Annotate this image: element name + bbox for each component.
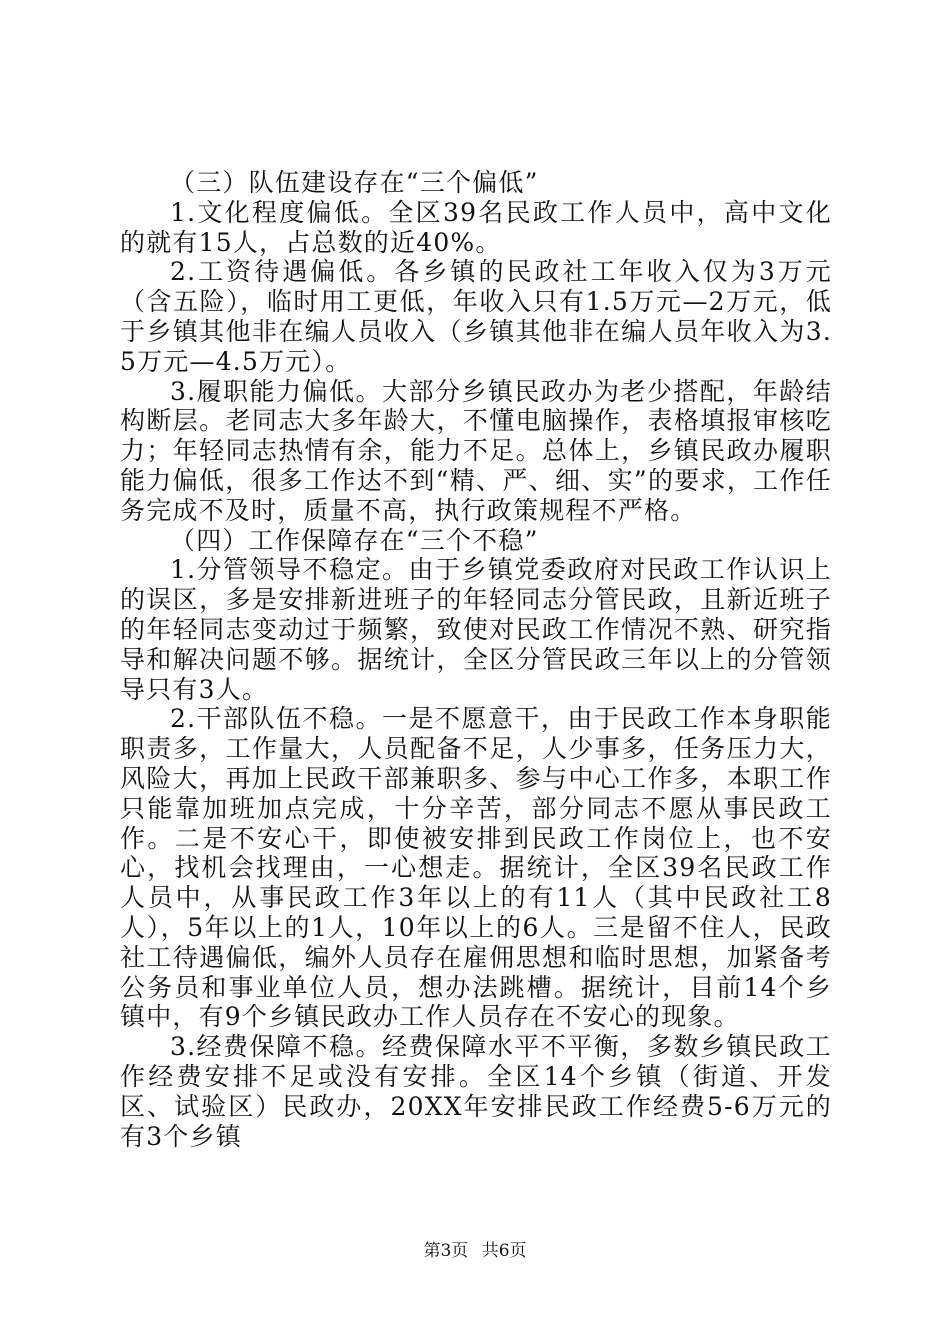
paragraph-education-level: 1.文化程度偏低。全区39名民政工作人员中，高中文化的就有15人，占总数的近40%。 xyxy=(120,197,832,257)
document-body xyxy=(120,168,832,1151)
paragraph-capability: 3.履职能力偏低。大部分乡镇民政办为老少搭配，年龄结构断层。老同志大多年龄大，不懂电脑操作，表格填报审核吃力；年轻同志热情有余，能力不足。总体上，乡镇民政办履职能力偏低，很多工作达不到“精、严、细、实”的要求，工作任务完成不及时，质量不高，执行政策规程不严格。 xyxy=(120,376,832,525)
paragraph-salary: 2.工资待遇偏低。各乡镇的民政社工年收入仅为3万元（含五险），临时用工更低，年收入只有1.5万元—2万元，低于乡镇其他非在编人员收入（乡镇其他非在编人员年收入为3.5万元—4.5万元）。 xyxy=(120,257,832,376)
section-heading-4: （四）工作保障存在“三个不稳” xyxy=(170,525,539,555)
section-heading-3: （三）队伍建设存在“三个偏低” xyxy=(170,168,539,197)
page-total: 共6页 xyxy=(481,1241,527,1261)
page-footer xyxy=(0,1241,950,1261)
page-number: 第3页 xyxy=(423,1241,469,1261)
paragraph-leadership: 1.分管领导不稳定。由于乡镇党委政府对民政工作认识上的误区，多是安排新进班子的年轻同志分管民政，且新近班子的年轻同志变动过于频繁，致使对民政工作情况不熟、研究指导和解决问题不够。据统计，全区分管民政三年以上的分管领导只有3人。 xyxy=(120,555,832,704)
paragraph-staff-stability: 2.干部队伍不稳。一是不愿意干，由于民政工作本身职能职责多，工作量大，人员配备不足，人少事多，任务压力大，风险大，再加上民政干部兼职多、参与中心工作多，本职工作只能靠加班加点完成，十分辛苦，部分同志不愿从事民政工作。二是不安心干，即使被安排到民政工作岗位上，也不安心，找机会找理由，一心想走。据统计，全区39名民政工作人员中，从事民政工作3年以上的有11人（其中民政社工8人），5年以上的1人，10年以上的6人。三是留不住人，民政社工待遇偏低，编外人员存在雇佣思想和临时思想，加紧备考公务员和事业单位人员，想办法跳槽。据统计，目前14个乡镇中，有9个乡镇民政办工作人员存在不安心的现象。 xyxy=(120,704,832,1032)
paragraph-funding: 3.经费保障不稳。经费保障水平不平衡，多数乡镇民政工作经费安排不足或没有安排。全区14个乡镇（街道、开发区、试验区）民政办，20XX年安排民政工作经费5-6万元的有3个乡镇 xyxy=(120,1032,832,1151)
